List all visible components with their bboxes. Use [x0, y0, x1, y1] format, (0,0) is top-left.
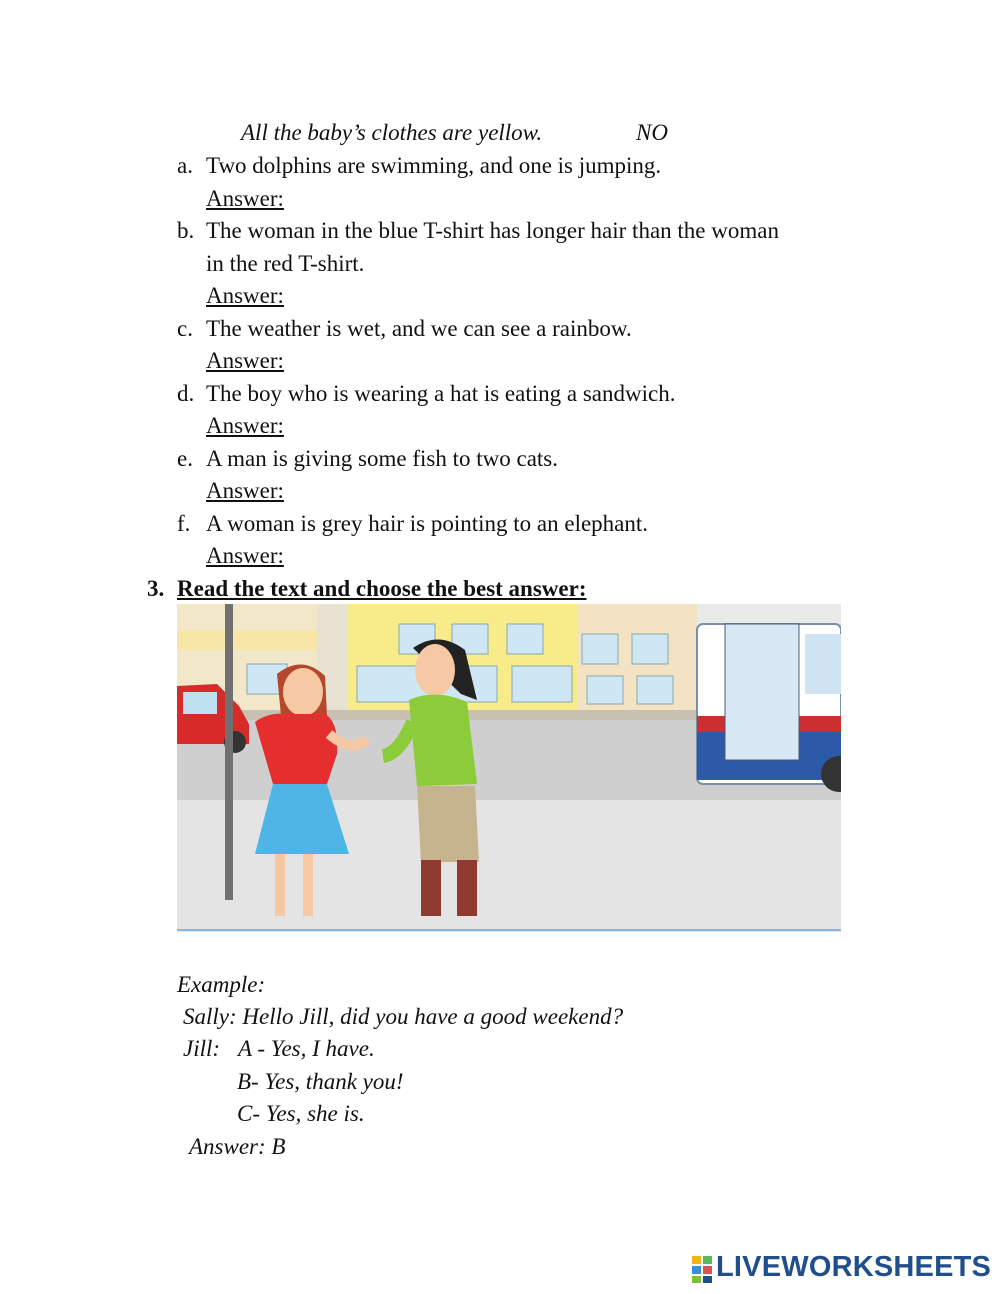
example-question: Sally: Hello Jill, did you have a good weekend?	[183, 1004, 624, 1029]
example-option-a: A - Yes, I have.	[238, 1036, 375, 1061]
item-d-text: The boy who is wearing a hat is eating a sandwich.	[206, 381, 676, 406]
example-speaker: Jill:	[183, 1036, 221, 1061]
example-option-b: B- Yes, thank you!	[237, 1069, 404, 1094]
example-option-c: C- Yes, she is.	[237, 1101, 365, 1126]
item-e-letter: e.	[177, 446, 193, 471]
example-answer-b: Answer: B	[189, 1134, 286, 1159]
item-b-letter: b.	[177, 218, 195, 243]
item-a-text: Two dolphins are swimming, and one is jumping.	[206, 153, 662, 178]
liveworksheets-brand[interactable]: LIVEWORKSHEETS	[716, 1251, 992, 1283]
item-f-answer-label[interactable]: Answer:	[206, 543, 284, 568]
item-d-answer-label[interactable]: Answer:	[206, 413, 284, 438]
item-b-text-1: The woman in the blue T-shirt has longer hair than the woman	[206, 218, 779, 243]
example-label: Example:	[177, 972, 266, 997]
street-scene-illustration	[177, 604, 841, 932]
item-e-text: A man is giving some fish to two cats.	[206, 446, 559, 471]
item-a-letter: a.	[177, 153, 193, 178]
item-d-letter: d.	[177, 381, 195, 406]
example-sentence: All the baby’s clothes are yellow.	[241, 120, 543, 145]
item-f-text: A woman is grey hair is pointing to an elephant.	[206, 511, 649, 536]
item-c-letter: c.	[177, 316, 193, 341]
item-c-answer-label[interactable]: Answer:	[206, 348, 284, 373]
item-b-answer-label[interactable]: Answer:	[206, 283, 284, 308]
item-c-text: The weather is wet, and we can see a rainbow.	[206, 316, 632, 341]
section-3-title: Read the text and choose the best answer:	[177, 576, 587, 601]
item-b-text-2: in the red T-shirt.	[206, 251, 365, 276]
section-3-number: 3.	[147, 576, 165, 601]
example-answer: NO	[636, 120, 668, 145]
liveworksheets-logo-icon	[692, 1254, 714, 1284]
item-f-letter: f.	[177, 511, 191, 536]
item-e-answer-label[interactable]: Answer:	[206, 478, 284, 503]
item-a-answer-label[interactable]: Answer:	[206, 186, 284, 211]
